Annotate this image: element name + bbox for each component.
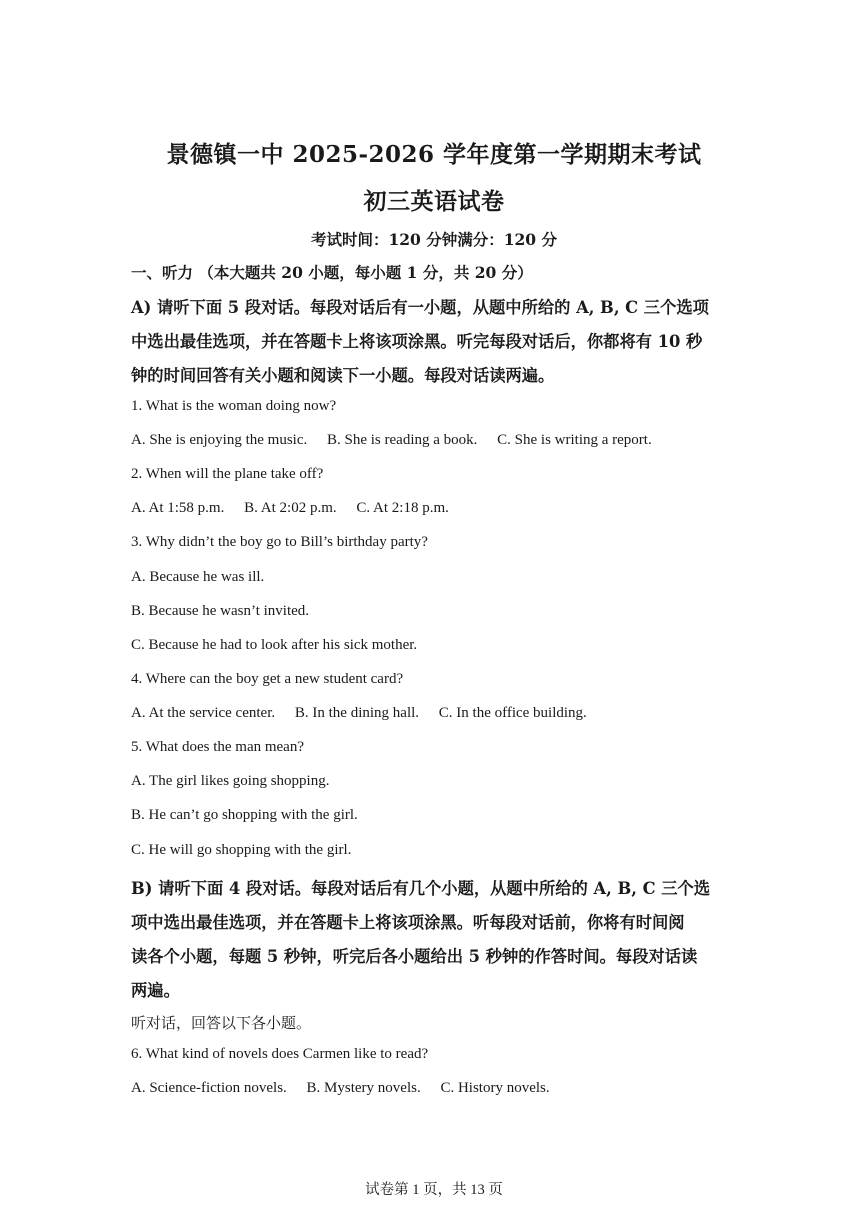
question-2-options xyxy=(131,500,449,517)
option: B. At 2:02 p.m. xyxy=(244,500,337,516)
question-2: 2. When will the plane take off? xyxy=(131,466,324,482)
part-b-instruction-line-3: 读各个小题，每题 5 秒钟，听完后各小题给出 5 秒钟的作答时间。每段对话读 xyxy=(131,947,698,966)
question-6-options xyxy=(131,1080,550,1097)
option: C. At 2:18 p.m. xyxy=(356,500,449,516)
option: A. Because he was ill. xyxy=(131,569,265,585)
option: A. She is enjoying the music. xyxy=(131,432,308,448)
question-5: 5. What does the man mean? xyxy=(131,739,304,755)
part-a-instruction-line-1: A) 请听下面 5 段对话。每段对话后有一小题，从题中所给的 A, B, C 三个选项 xyxy=(131,298,709,317)
question-4: 4. Where can the boy get a new student card? xyxy=(131,671,404,687)
option: C. He will go shopping with the girl. xyxy=(131,842,352,858)
question-6: 6. What kind of novels does Carmen like to read? xyxy=(131,1046,429,1062)
question-1-options xyxy=(131,432,652,449)
page-footer: 试卷第 1 页，共 13 页 xyxy=(365,1182,503,1198)
part-b-instruction-line-4: 两遍。 xyxy=(131,981,180,1000)
option: C. In the office building. xyxy=(438,705,587,721)
option: C. Because he had to look after his sick mother. xyxy=(131,637,418,653)
option: A. Science-fiction novels. xyxy=(131,1080,287,1096)
option: B. Because he wasn’t invited. xyxy=(131,603,310,619)
question-3: 3. Why didn’t the boy go to Bill’s birthday party? xyxy=(131,534,428,550)
option: B. Mystery novels. xyxy=(306,1080,421,1096)
part-b-instruction-line-2: 项中选出最佳选项，并在答题卡上将该项涂黑。听每段对话前，你将有时间阅 xyxy=(131,913,685,932)
question-1: 1. What is the woman doing now? xyxy=(131,398,337,414)
listen-prompt: 听对话，回答以下各小题。 xyxy=(131,1016,312,1032)
exam-title: 景德镇一中 2025-2026 学年度第一学期期末考试 xyxy=(166,141,702,168)
exam-info: 考试时间：120 分钟满分：120 分 xyxy=(310,230,557,249)
part-b-instruction-line-1: B) 请听下面 4 段对话。每段对话后有几个小题，从题中所给的 A, B, C 三个选 xyxy=(131,879,711,898)
part-a-instruction-line-3: 钟的时间回答有关小题和阅读下一小题。每段对话读两遍。 xyxy=(131,366,555,385)
option: B. She is reading a book. xyxy=(327,432,478,448)
section-heading: 一、听力 （本大题共 20 小题，每小题 1 分，共 20 分） xyxy=(131,263,533,282)
exam-subtitle: 初三英语试卷 xyxy=(363,188,505,215)
option: A. At the service center. xyxy=(131,705,276,721)
option: A. The girl likes going shopping. xyxy=(131,773,330,789)
question-4-options xyxy=(131,705,587,722)
option: B. In the dining hall. xyxy=(294,705,420,721)
option: C. History novels. xyxy=(440,1080,550,1096)
option: C. She is writing a report. xyxy=(497,432,652,448)
option: A. At 1:58 p.m. xyxy=(131,500,225,516)
option: B. He can’t go shopping with the girl. xyxy=(131,807,358,823)
part-a-instruction-line-2: 中选出最佳选项，并在答题卡上将该项涂黑。听完每段对话后，你都将有 10 秒 xyxy=(131,332,703,351)
